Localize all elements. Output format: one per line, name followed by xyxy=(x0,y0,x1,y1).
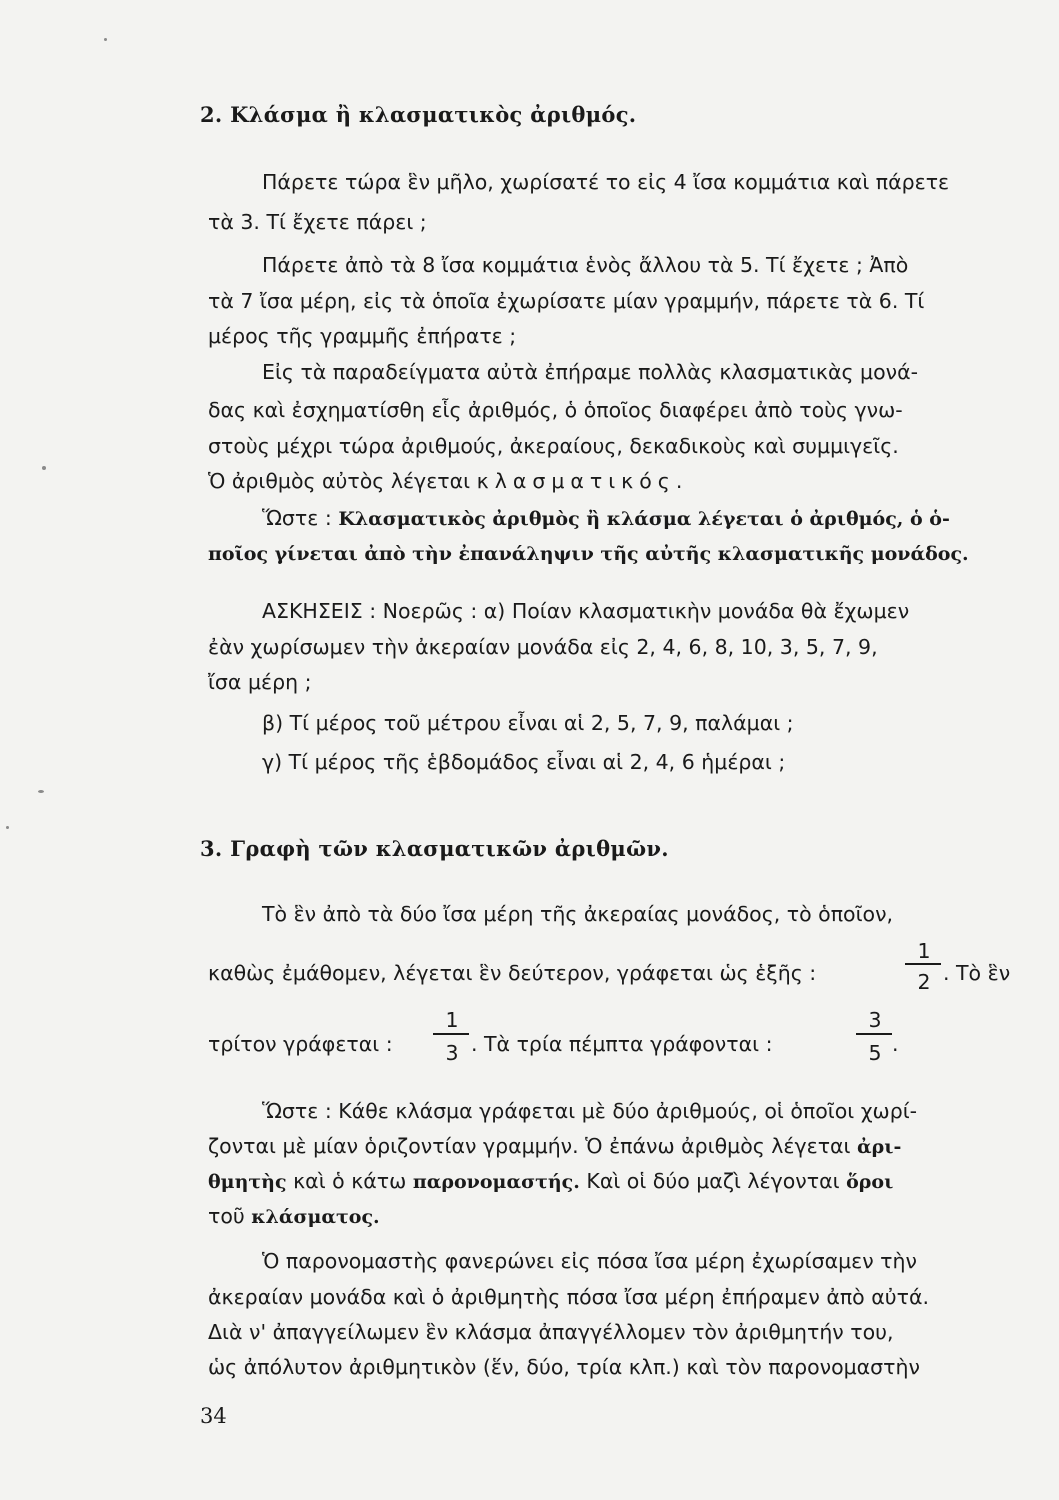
scan-speck xyxy=(104,38,107,41)
bold-term: θμητὴς xyxy=(208,1171,287,1193)
fraction-denominator: 3 xyxy=(445,1041,459,1065)
text-line: Πάρετε τώρα ἓν μῆλο, χωρίσατέ το εἰς 4 ἴσα κομμάτια καὶ πάρετε xyxy=(262,170,950,194)
text-line: Διὰ ν' ἀπαγγείλωμεν ἓν κλάσμα ἀπαγγέλλομεν τὸν ἀριθμητήν του, xyxy=(208,1320,894,1344)
text-line: καθὼς ἐμάθομεν, λέγεται ἓν δεύτερον, γράφεται ὡς ἑξῆς : xyxy=(208,961,817,985)
text-line xyxy=(208,1206,380,1227)
fraction-bar xyxy=(856,1033,892,1035)
bold-term: ὅροι xyxy=(846,1171,894,1193)
definition-line xyxy=(262,508,950,529)
text-line: Τὸ ἓν ἀπὸ τὰ δύο ἴσα μέρη τῆς ἀκεραίας μονάδος, τὸ ὁποῖον, xyxy=(262,902,894,926)
scan-speck xyxy=(6,826,9,829)
text-line: δας καὶ ἐσχηματίσθη εἷς ἀριθμός, ὁ ὁποῖος διαφέρει ἀπὸ τοὺς γνω- xyxy=(208,398,903,422)
scan-speck xyxy=(42,466,46,470)
text-line: τρίτον γράφεται : xyxy=(208,1032,393,1056)
text-line: τὰ 7 ἴσα μέρη, εἰς τὰ ὁποῖα ἐχωρίσατε μίαν γραμμήν, πάρετε τὰ 6. Τί xyxy=(208,289,925,313)
text-line: . Τὸ ἓν xyxy=(943,961,1011,985)
text-span: τοῦ xyxy=(208,1204,245,1228)
fraction-bar xyxy=(905,963,941,965)
text-line: . Τὰ τρία πέμπτα γράφονται : xyxy=(471,1032,773,1056)
text-line: τὰ 3. Τί ἔχετε πάρει ; xyxy=(208,210,427,234)
section-3-title: 3. Γραφὴ τῶν κλασματικῶν ἀριθμῶν. xyxy=(200,836,669,861)
text-span: ζονται μὲ μίαν ὁριζοντίαν γραμμήν. Ὁ ἐπάνω ἀριθμὸς λέγεται xyxy=(208,1134,851,1158)
exercise-line: ἴσα μέρη ; xyxy=(208,670,312,694)
text-line: ἀκεραίαν μονάδα καὶ ὁ ἀριθμητὴς πόσα ἴσα μέρη ἐπήραμεν ἀπὸ αὐτά. xyxy=(208,1285,929,1309)
text-line xyxy=(208,471,688,492)
text-line: Πάρετε ἀπὸ τὰ 8 ἴσα κομμάτια ἑνὸς ἄλλου τὰ 5. Τί ἔχετε ; Ἀπὸ xyxy=(262,253,909,277)
section-2-title: 2. Κλάσμα ἢ κλασματικὸς ἀριθμός. xyxy=(200,102,637,127)
text-span: Καὶ οἱ δύο μαζὶ λέγονται xyxy=(586,1169,840,1193)
page-number: 34 xyxy=(200,1404,227,1428)
bold-term: παρονομαστής. xyxy=(412,1171,580,1193)
scan-speck xyxy=(38,790,44,793)
text-line: Εἰς τὰ παραδείγματα αὐτὰ ἐπήραμε πολλὰς κλασματικὰς μονά- xyxy=(262,360,918,384)
text-span: καὶ ὁ κάτω xyxy=(293,1169,407,1193)
text-line: Ὥστε : Κάθε κλάσμα γράφεται μὲ δύο ἀριθμούς, οἱ ὁποῖοι χωρί- xyxy=(262,1099,918,1123)
text-line: ὡς ἀπόλυτον ἀριθμητικὸν (ἕν, δύο, τρία κλπ.) καὶ τὸν παρονομαστὴν xyxy=(208,1355,920,1379)
fraction-bar xyxy=(433,1033,469,1035)
text-span: Ὁ ἀριθμὸς αὐτὸς λέγεται xyxy=(208,469,471,493)
text-line xyxy=(208,1171,893,1192)
exercise-line: ΑΣΚΗΣΕΙΣ : Νοερῶς : α) Ποίαν κλασματικὴν μονάδα θὰ ἔχωμεν xyxy=(262,599,910,623)
bold-term: κλάσματος. xyxy=(251,1206,380,1228)
fraction-denominator: 2 xyxy=(917,970,931,994)
fraction-numerator: 1 xyxy=(917,939,931,963)
text-line: . xyxy=(892,1032,899,1056)
definition-bold: Κλασματικὸς ἀριθμὸς ἢ κλάσμα λέγεται ὁ ἀριθμός, ὁ ὁ- xyxy=(338,508,950,530)
definition-prefix: Ὥστε : xyxy=(262,506,332,530)
fraction-numerator: 3 xyxy=(868,1008,882,1032)
exercise-line: β) Τί μέρος τοῦ μέτρου εἶναι αἱ 2, 5, 7, 9, παλάμαι ; xyxy=(262,711,794,735)
bold-term: ἀρι- xyxy=(857,1136,902,1158)
fraction-denominator: 5 xyxy=(868,1041,882,1065)
text-line xyxy=(208,1136,901,1157)
spaced-term: κλασματικός. xyxy=(476,469,689,493)
definition-line-2: ποῖος γίνεται ἀπὸ τὴν ἐπανάληψιν τῆς αὐτῆς κλασματικῆς μονάδος. xyxy=(208,543,969,565)
exercise-line: γ) Τί μέρος τῆς ἑβδομάδος εἶναι αἱ 2, 4, 6 ἡμέραι ; xyxy=(262,750,786,774)
fraction-numerator: 1 xyxy=(445,1008,459,1032)
text-line: Ὁ παρονομαστὴς φανερώνει εἰς πόσα ἴσα μέρη ἐχωρίσαμεν τὴν xyxy=(262,1249,917,1273)
text-line: μέρος τῆς γραμμῆς ἐπήρατε ; xyxy=(208,324,517,348)
exercise-line: ἐὰν χωρίσωμεν τὴν ἀκεραίαν μονάδα εἰς 2, 4, 6, 8, 10, 3, 5, 7, 9, xyxy=(208,635,878,659)
text-line: στοὺς μέχρι τώρα ἀριθμούς, ἀκεραίους, δεκαδικοὺς καὶ συμμιγεῖς. xyxy=(208,434,899,458)
